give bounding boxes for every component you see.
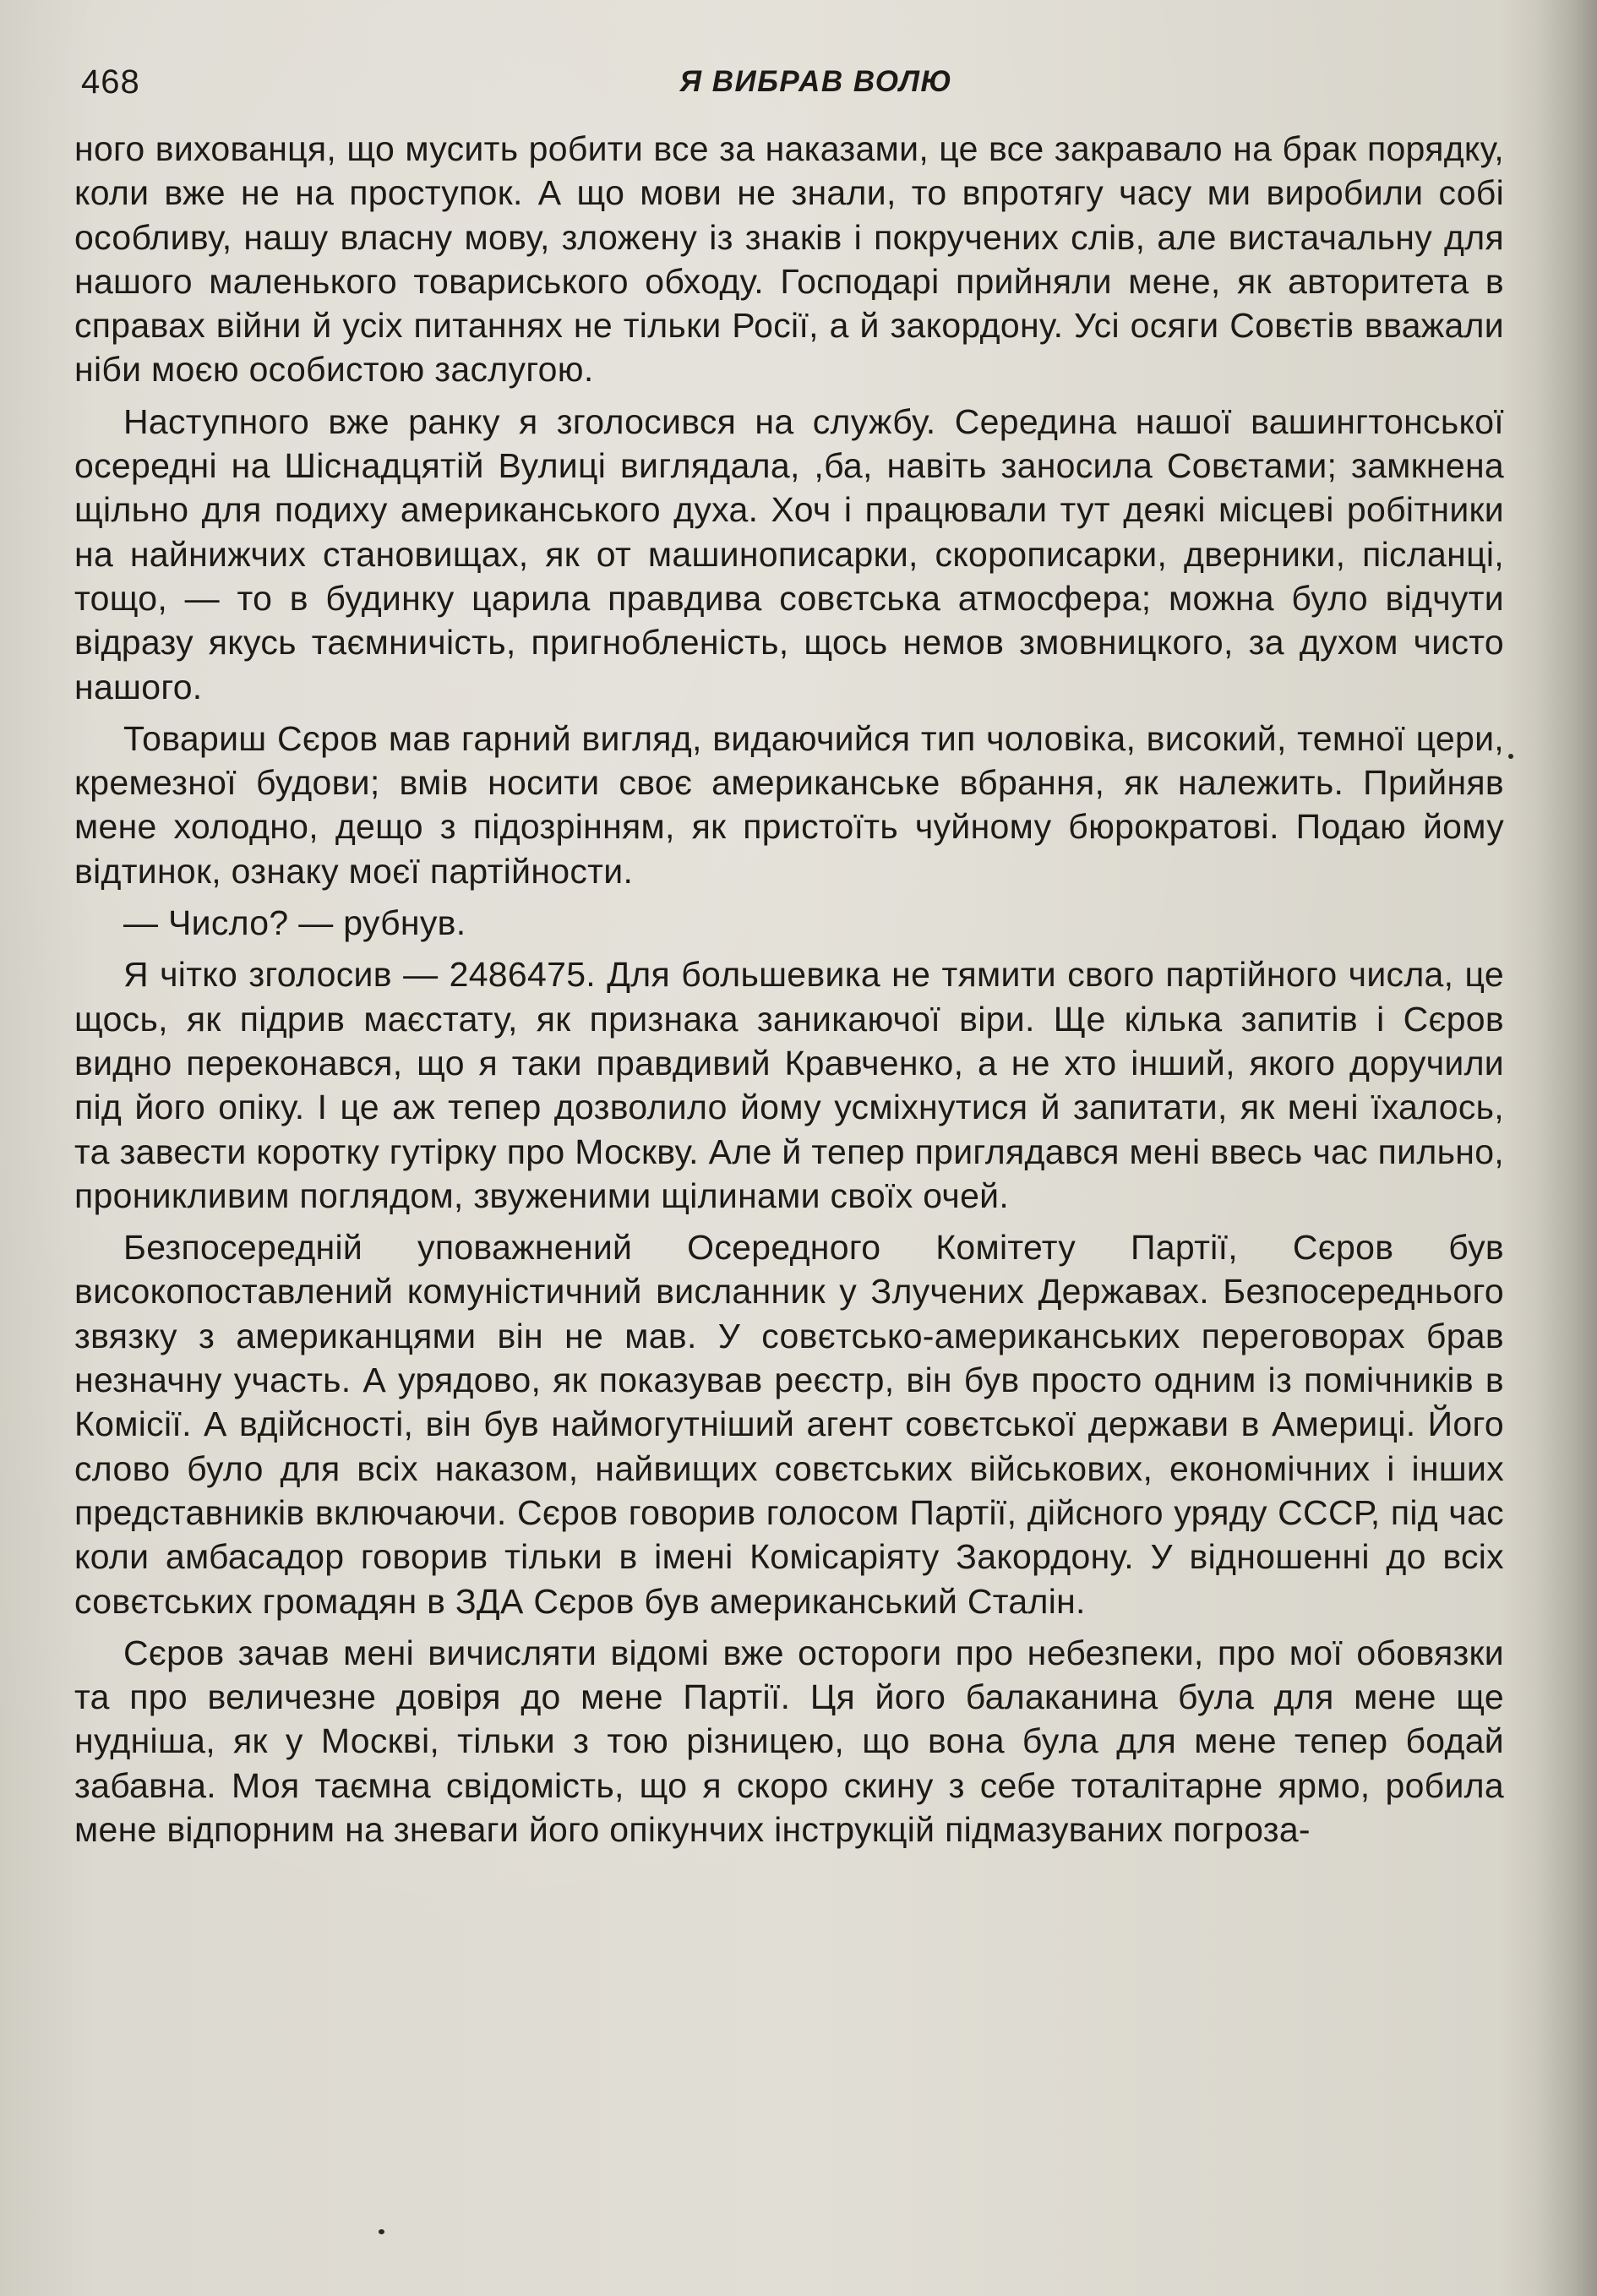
paragraph: Безпосередній уповажнений Осередного Комітету Партії, Сєров був високопоставлений комуністичний висланник у Злучених Державах. Безпосереднього звязку з американцями він не мав. У совєтсько-американських переговорах брав незначну участь. А урядово, як показував реєстр, він був просто одним із помічників в Комісії. А вдійсності, він був наймогутніший агент совєтської держави в Америці. Його слово було для всіх наказом, найвищих совєтських військових, економічних і інших представників включаючи. Сєров говорив голосом Партії, дійсного уряду СССР, під час коли амбасадор говорив тільки в імені Комісаріяту Закордону. У відношенні до всіх совєтських громадян в ЗДА Сєров був американський Сталін.: [74, 1228, 1504, 1621]
paragraph: Наступного вже ранку я зголосився на службу. Середина нашої вашингтонської осередні на Шіснадцятій Вулиці виглядала, ,ба, навіть заносила Совєтами; замкнена щільно для подиху американського духа. Хоч і працювали тут деякі місцеві робітники на найнижчих становищах, як от машинописарки, скорописарки, дверники, післанці, тощо, — то в будинку царила правдива совєтська атмосфера; можна було відчути відразу якусь таємничість, пригнобленість, щось немов змовницкого, за духом чисто нашого.: [74, 401, 1504, 706]
dialogue-line: — Число? — рубнув.: [123, 903, 466, 943]
page-number: 468: [81, 63, 140, 101]
paragraph-continuation: ного вихованця, що мусить робити все за наказами, це все закравало на брак порядку, коли вже не на проступок. А що мови не знали, то впротягу часу ми виробили собі особливу, нашу власну мову, зложену із знаків і покручених слів, але вистачальну для нашого маленького товариського обходу. Господарі прийняли мене, як авторитета в справах війни й усіх питаннях не тільки Росії, а й закордону. Усі осяги Совєтів вважали ніби моєю особистою заслугою.: [74, 129, 1504, 390]
ink-speck: [1508, 754, 1513, 759]
running-title: Я ВИБРАВ ВОЛЮ: [679, 65, 953, 98]
paragraph: Я чітко зголосив — 2486475. Для большевика не тямити свого партійного числа, це щось, як підрив маєстату, як признака заникаючої віри. Ще кілька запитів і Сєров видно переконався, що я таки правдивий Кравченко, а не хто інший, якого доручили під його опіку. І це аж тепер дозволило йому усміхнутися й запитати, як мені їхалось, та завести коротку гутірку про Москву. Але й тепер приглядався мені ввесь час пильно, проникливим поглядом, звуженими щілинами своїх очей.: [74, 955, 1504, 1215]
page-shadow: [1538, 0, 1597, 2296]
page-header: [81, 61, 1501, 103]
ink-speck: [379, 2229, 384, 2234]
paragraph: Товариш Сєров мав гарний вигляд, видаючийся тип чоловіка, високий, темної цери, кремезної будови; вмів носити своє американське вбрання, як належить. Прийняв мене холодно, дещо з підозрінням, як пристоїть чуйному бюрократові. Подаю йому відтинок, ознаку моєї партійности.: [74, 718, 1504, 891]
paragraph: Сєров зачав мені вичисляти відомі вже остороги про небезпеки, про мої обовязки та про величезне довіря до мене Партії. Ця його балаканина була для мене ще нудніша, як у Москві, тільки з тою різницею, що вона була для мене тепер бодай забавна. Моя таємна свідомість, що я скоро скину з себе тоталітарне ярмо, робила мене відпорним на зневаги його опікунчих інструкцій підмазуваних погроза-: [74, 1633, 1504, 1849]
body-text: [74, 127, 1504, 1859]
